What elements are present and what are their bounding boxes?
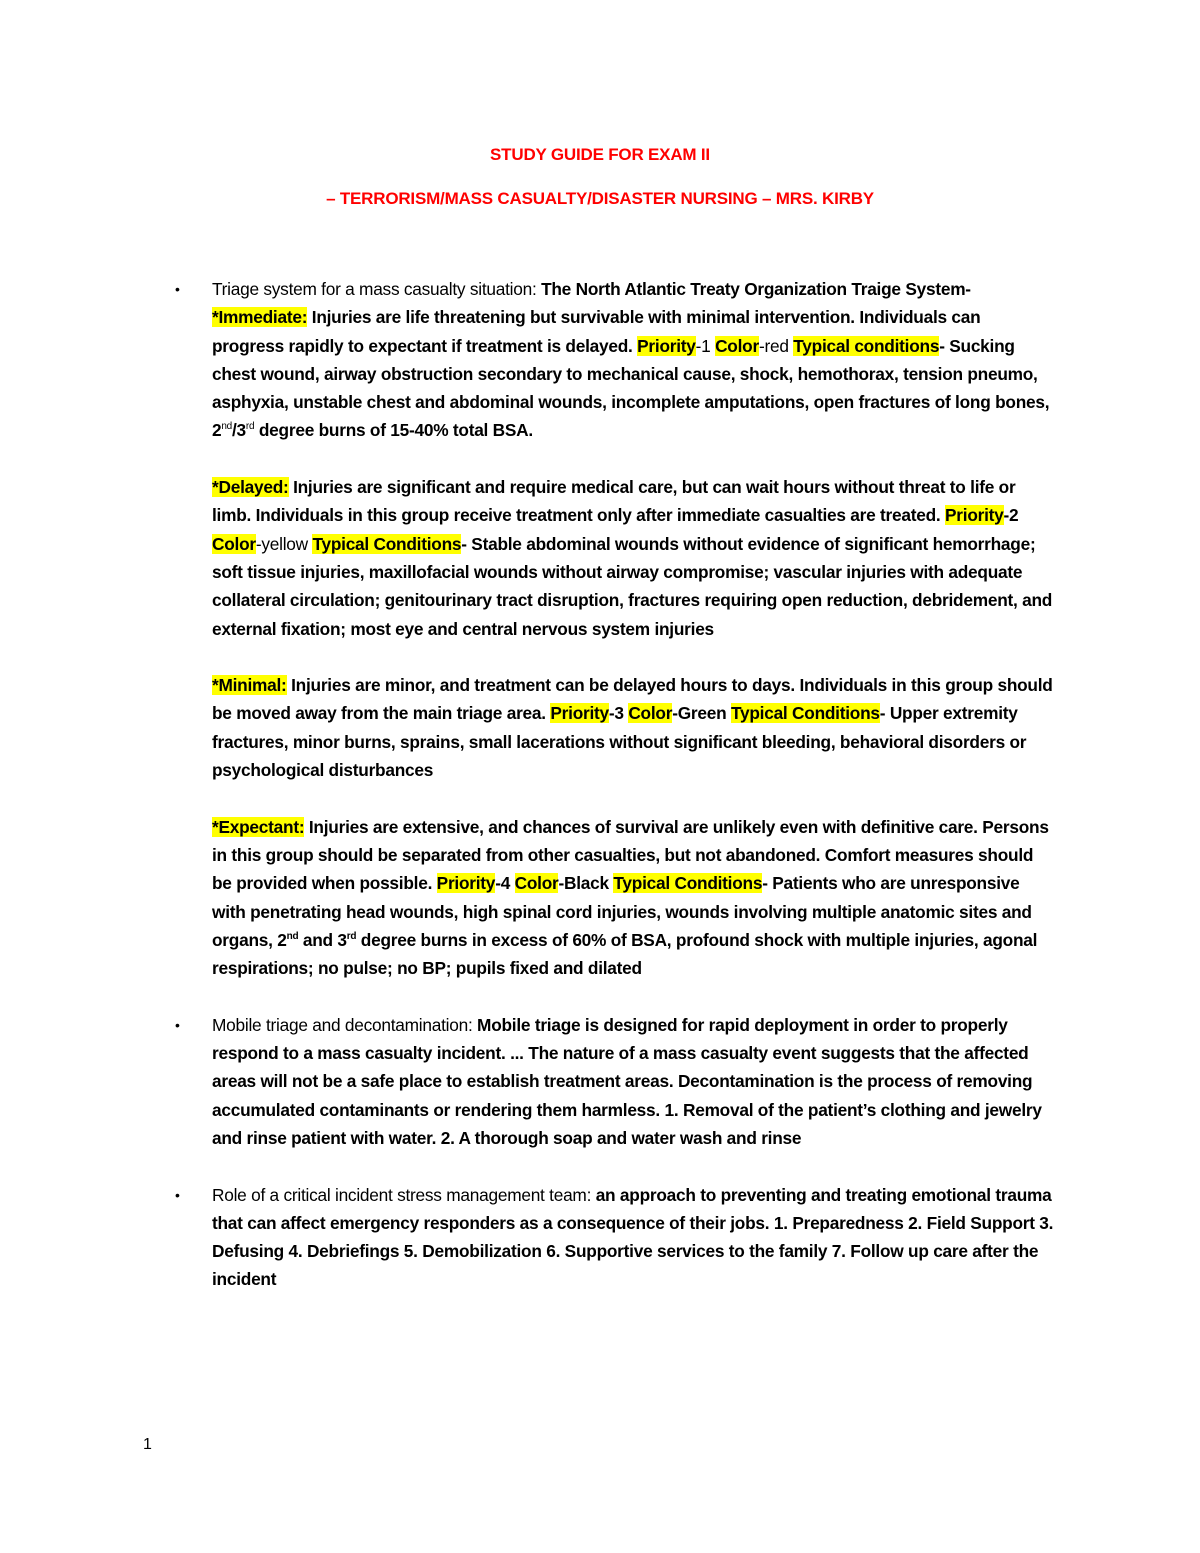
- immediate-priority-label: Priority: [637, 335, 696, 356]
- delayed-priority-label: Priority: [945, 505, 1004, 526]
- minimal-conditions-text: - Upper extremity fractures, minor burns, sprains, small lacerations without significant bleeding, behavioral disorders or psychological disturbances: [212, 703, 1027, 781]
- bullet-icon: •: [175, 281, 180, 297]
- triage-immediate-paragraph: [212, 275, 1055, 445]
- triage-minimal-paragraph: [212, 671, 1055, 784]
- immediate-slash: /3: [232, 420, 246, 441]
- delayed-priority-value: -2: [1003, 505, 1019, 526]
- immediate-conditions-text-b: degree burns of 15-40% total BSA.: [254, 420, 533, 441]
- document-subtitle: – TERRORISM/MASS CASUALTY/DISASTER NURSING – MRS. KIRBY: [326, 189, 874, 208]
- minimal-priority-value: -3: [608, 703, 629, 724]
- cism-paragraph: [212, 1181, 1055, 1294]
- study-guide-list: [175, 275, 1055, 1294]
- minimal-text: Injuries are minor, and treatment can be delayed hours to days. Individuals in this group should be moved away from the main triage area.: [212, 675, 1053, 724]
- expectant-and3: and 3: [298, 929, 347, 950]
- triage-lead: Triage system for a mass casualty situation:: [212, 279, 542, 299]
- immediate-text: Injuries are life threatening but survivable with minimal intervention. Individuals can progress rapidly to expectant if treatment is delayed.: [212, 307, 981, 356]
- cism-text: an approach to preventing and treating emotional trauma that can affect emergency responders as a consequence of their jobs. 1. Preparedness 2. Field Support 3. Defusing 4. Debriefings 5. Demobilization 6. Supportive services to the family 7. Follow up care after the incident: [212, 1184, 1054, 1290]
- mobile-text: Mobile triage is designed for rapid deployment in order to properly respond to a mass casualty incident. ... The nature of a mass casualty event suggests that the affected areas will not be a safe place to establish treatment areas. Decontamination is the process of removing accumulated contaminants or rendering them harmless. 1. Removal of the patient’s clothing and jewelry and rinse patient with water. 2. A thorough soap and water wash and rinse: [212, 1014, 1042, 1148]
- delayed-text: Injuries are significant and require medical care, but can wait hours without threat to life or limb. Individuals in this group receive treatment only after immediate casualties are treated.: [212, 477, 1016, 526]
- minimal-conditions-label: Typical Conditions: [730, 703, 880, 724]
- document-title: STUDY GUIDE FOR EXAM II: [490, 145, 710, 164]
- expectant-conditions-text-b: degree burns in excess of 60% of BSA, profound shock with multiple injuries, agonal respirations; no pulse; no BP; pupils fixed and dilated: [212, 929, 1038, 979]
- immediate-label: *Immediate:: [212, 307, 308, 328]
- minimal-color-label: Color: [628, 703, 673, 724]
- mobile-lead: Mobile triage and decontamination:: [212, 1014, 478, 1035]
- list-item-cism: [175, 1181, 1055, 1294]
- immediate-sup-rd: rd: [245, 421, 255, 433]
- bullet-icon: •: [175, 1186, 180, 1203]
- bullet-icon: •: [175, 1016, 180, 1033]
- triage-intro: The North Atlantic Treaty Organization Traige System-: [541, 279, 971, 299]
- immediate-color-value: -red: [758, 335, 789, 356]
- minimal-priority-label: Priority: [550, 703, 609, 724]
- immediate-conditions-text-a: - Sucking chest wound, airway obstruction secondary to mechanical cause, shock, hemothorax, tension pneumo, asphyxia, unstable chest and abdominal wounds, incomplete amputations, open fractures of long bones, 2: [212, 335, 1050, 441]
- cism-lead: Role of a critical incident stress management team:: [212, 1184, 596, 1205]
- expectant-priority-label: Priority: [436, 873, 496, 894]
- mobile-triage-paragraph: [212, 1011, 1055, 1152]
- delayed-conditions-label: Typical Conditions: [312, 533, 462, 554]
- immediate-conditions-label: Typical conditions: [793, 335, 940, 356]
- immediate-priority-value: -1: [695, 335, 716, 356]
- delayed-color-value: -yellow: [255, 533, 313, 554]
- list-item-mobile-triage: [175, 1011, 1055, 1152]
- expectant-color-label: Color: [514, 873, 559, 894]
- triage-delayed-paragraph: [212, 473, 1055, 643]
- delayed-color-label: Color: [212, 533, 256, 554]
- delayed-conditions-text: - Stable abdominal wounds without evidence of significant hemorrhage; soft tissue injuries, maxillofacial wounds without airway compromise; vascular injuries with adequate collateral circulation; genitourinary tract disruption, fractures requiring open reduction, debridement, and external fixation; most eye and central nervous system injuries: [212, 533, 1053, 639]
- immediate-color-label: Color: [715, 335, 759, 356]
- minimal-color-value: -Green: [672, 703, 731, 724]
- expectant-label: *Expectant:: [212, 816, 305, 837]
- expectant-conditions-text-a: - Patients who are unresponsive with penetrating head wounds, high spinal cord injuries, wounds involving multiple anatomic sites and organs, 2: [212, 873, 1032, 950]
- expectant-sup-nd: nd: [286, 931, 299, 943]
- expectant-color-value: -Black: [558, 873, 614, 894]
- delayed-label: *Delayed:: [212, 477, 289, 498]
- list-item-triage: [175, 275, 1055, 982]
- expectant-priority-value: -4: [495, 873, 515, 894]
- minimal-label: *Minimal:: [212, 675, 287, 696]
- expectant-conditions-label: Typical Conditions: [613, 873, 763, 894]
- expectant-sup-rd: rd: [346, 931, 357, 943]
- triage-expectant-paragraph: [212, 813, 1055, 983]
- immediate-sup-nd: nd: [221, 421, 232, 433]
- expectant-text: Injuries are extensive, and chances of survival are unlikely even with definitive care. Persons in this group should be separated from other casualties, but not abandoned. Comfort measures should be provided when possible.: [212, 816, 1049, 894]
- page-number: 1: [143, 1436, 152, 1453]
